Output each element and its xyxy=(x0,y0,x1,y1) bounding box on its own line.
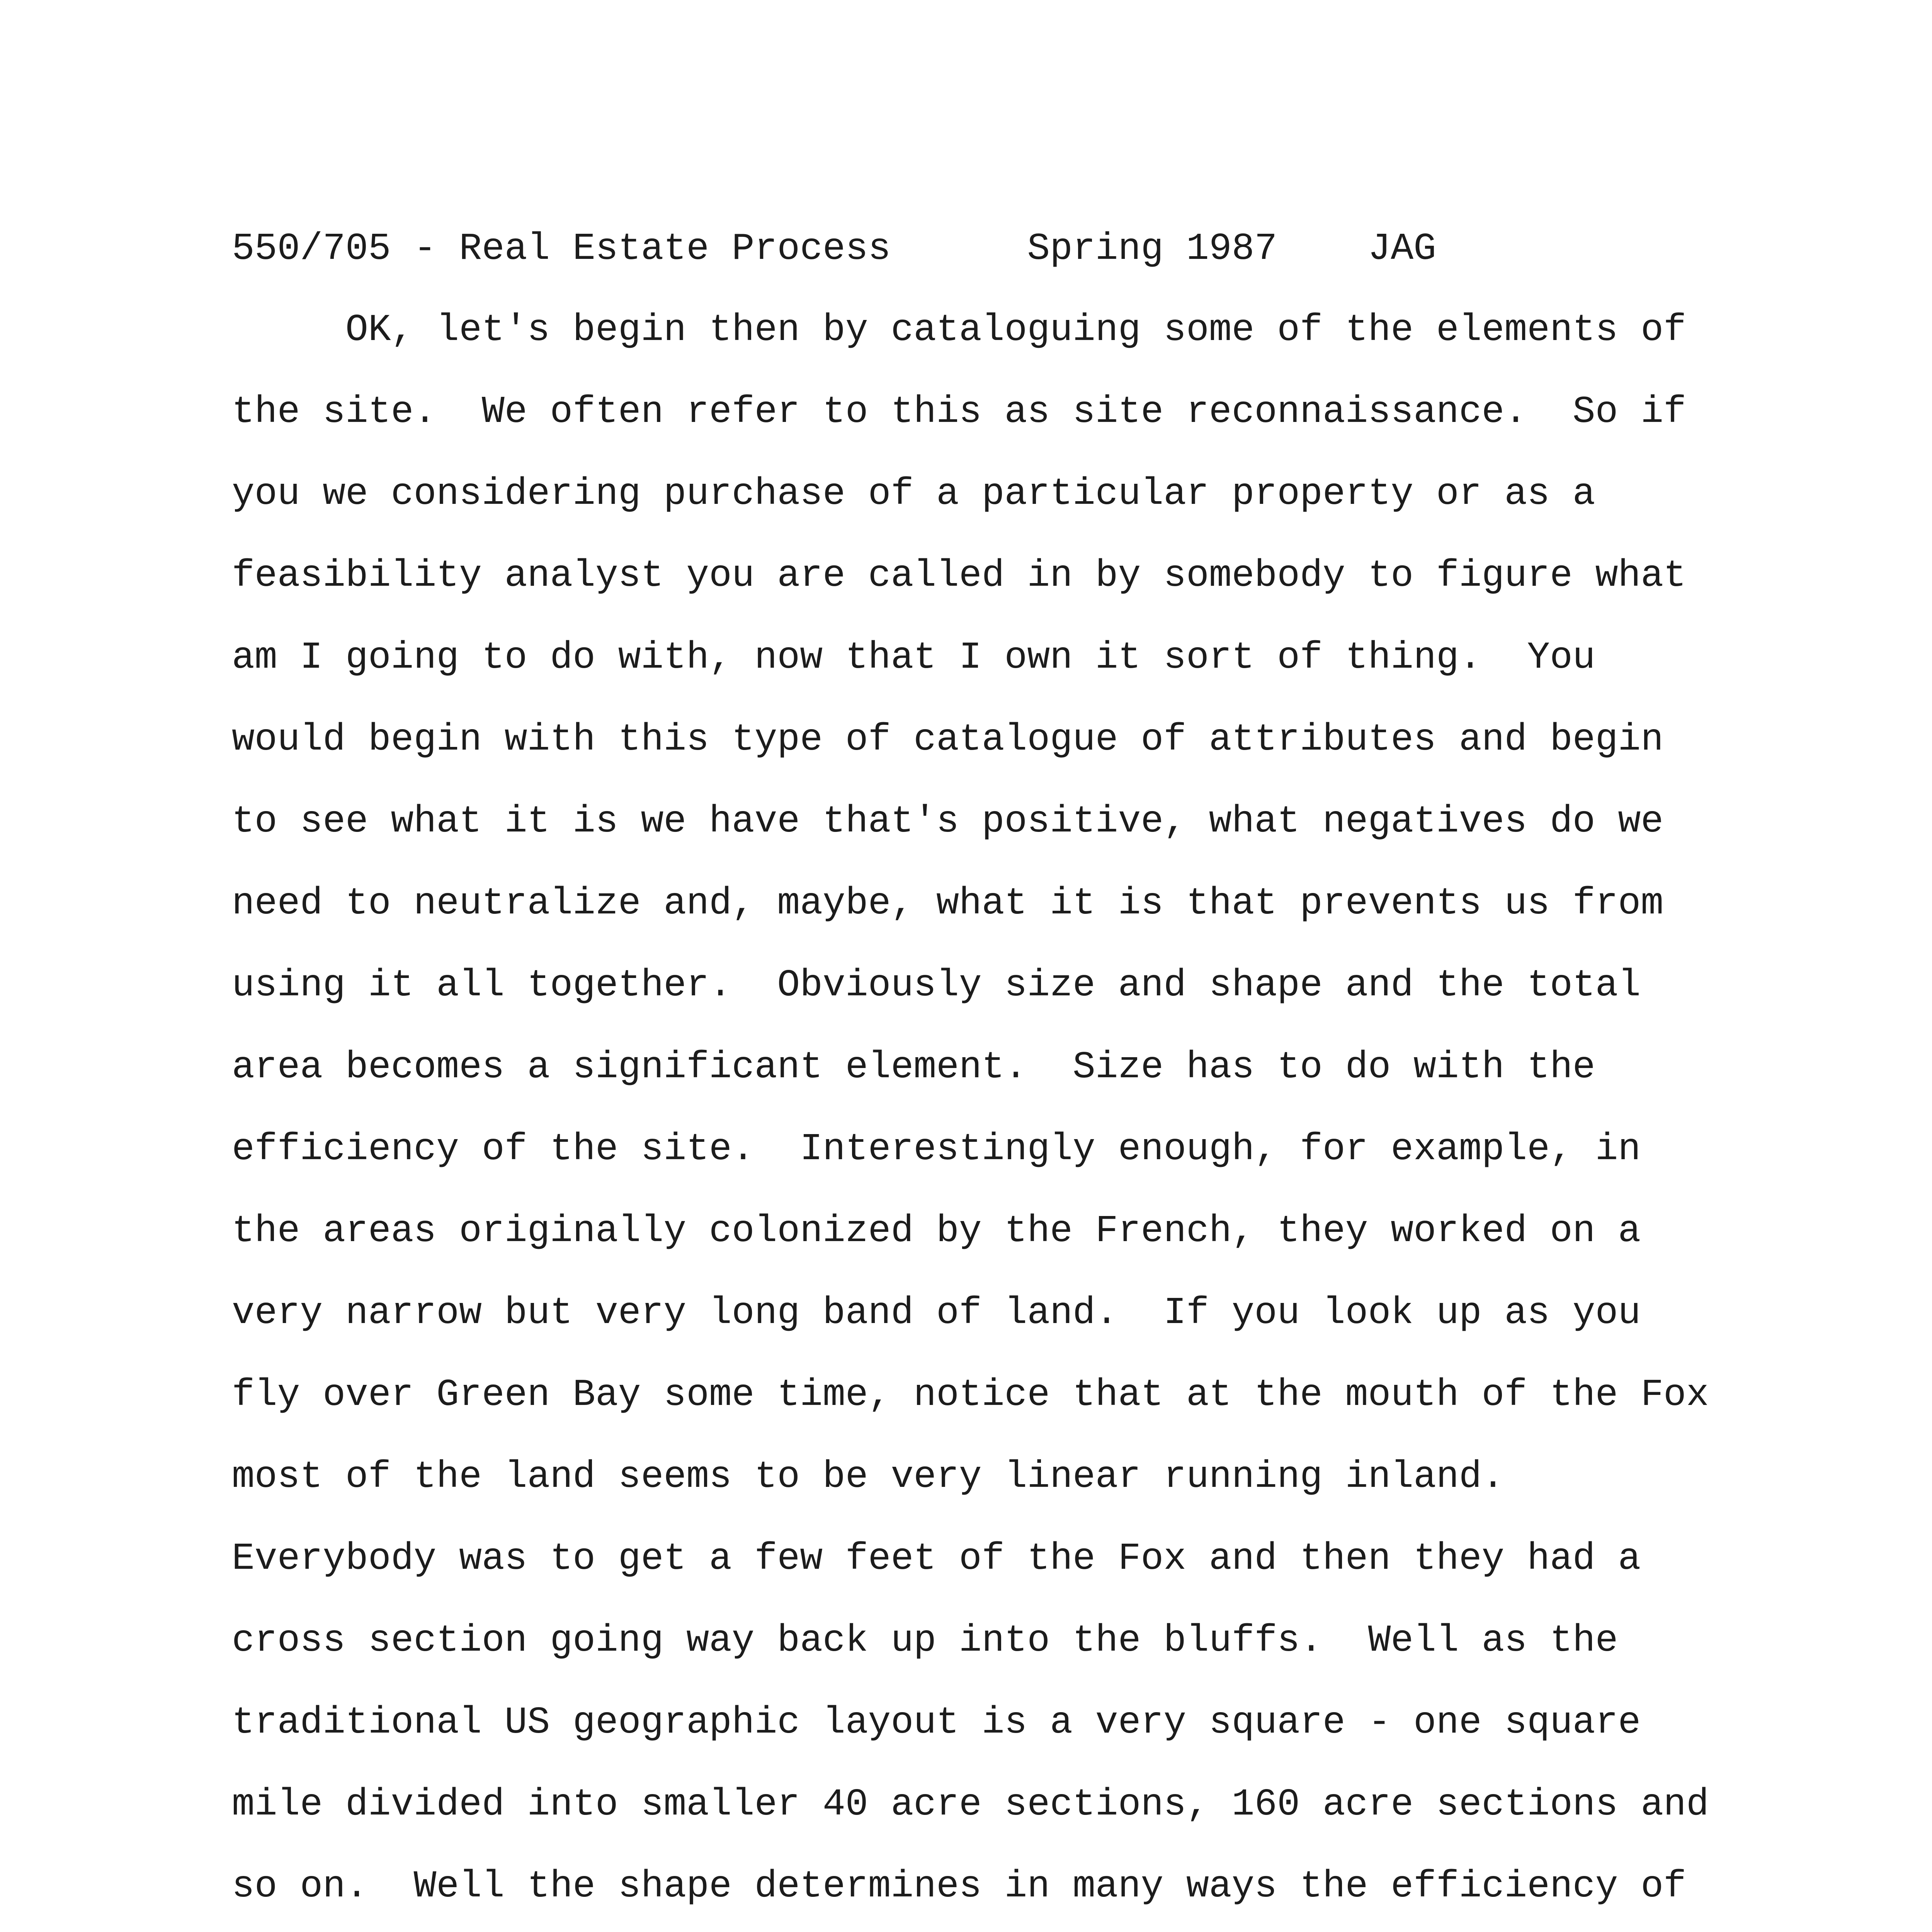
text-line: OK, let's begin then by cataloguing some of the elements of xyxy=(232,309,1686,352)
text-line: very narrow but very long band of land. If you look up as you xyxy=(232,1292,1641,1335)
text-line: using it all together. Obviously size and shape and the total xyxy=(232,964,1641,1007)
transcript-body xyxy=(232,307,1762,1932)
text-line: fly over Green Bay some time, notice that at the mouth of the Fox xyxy=(232,1374,1709,1417)
text-line: the areas originally colonized by the French, they worked on a xyxy=(232,1210,1641,1253)
text-line: need to neutralize and, maybe, what it is that prevents us from xyxy=(232,882,1664,925)
text-line: Everybody was to get a few feet of the Fox and then they had a xyxy=(232,1537,1641,1580)
text-line: most of the land seems to be very linear running inland. xyxy=(232,1456,1505,1498)
text-line: to see what it is we have that's positive, what negatives do we xyxy=(232,800,1664,843)
text-line: the site. We often refer to this as site reconnaissance. So if xyxy=(232,391,1686,434)
text-line: feasibility analyst you are called in by somebody to figure what xyxy=(232,554,1686,597)
text-line: you we considering purchase of a particular property or as a xyxy=(232,473,1595,515)
author-initials: JAG xyxy=(1368,228,1436,270)
header-spacer-2 xyxy=(1277,228,1368,270)
text-line: am I going to do with, now that I own it sort of thing. You xyxy=(232,636,1595,679)
text-line: would begin with this type of catalogue of attributes and begin xyxy=(232,718,1664,761)
text-line: mile divided into smaller 40 acre sections, 160 acre sections and xyxy=(232,1783,1709,1826)
text-line: so on. Well the shape determines in many ways the efficiency of xyxy=(232,1865,1686,1908)
term-label: Spring 1987 xyxy=(1027,228,1277,270)
text-line: cross section going way back up into the bluffs. Well as the xyxy=(232,1619,1618,1662)
text-line: area becomes a significant element. Size has to do with the xyxy=(232,1046,1595,1089)
text-line: efficiency of the site. Interestingly enough, for example, in xyxy=(232,1128,1641,1171)
header-spacer-1 xyxy=(891,228,1027,270)
course-title: 550/705 - Real Estate Process xyxy=(232,228,891,270)
page-header xyxy=(232,226,1436,272)
text-line: traditional US geographic layout is a very square - one square xyxy=(232,1701,1641,1744)
